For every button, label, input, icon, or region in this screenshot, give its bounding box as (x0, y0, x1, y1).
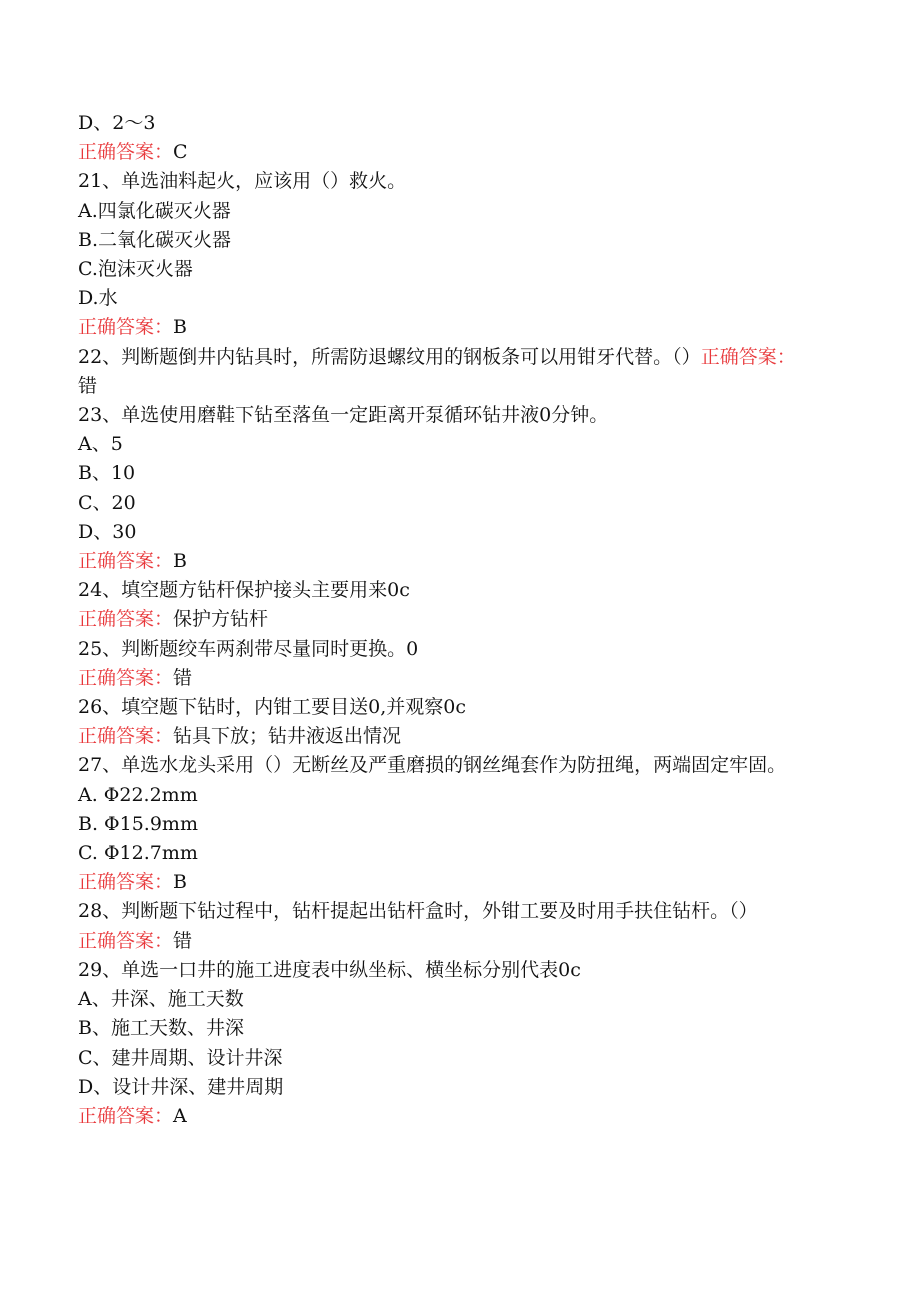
option-line: C、建井周期、设计井深 (78, 1046, 283, 1069)
answer-value: 钻具下放；钻井液返出情况 (173, 725, 402, 748)
option-line: A. Φ22.2mm (78, 783, 198, 806)
answer-line (78, 664, 818, 693)
answer-line (78, 547, 818, 576)
answer-line (78, 605, 818, 634)
answer-label: 正确答案： (78, 141, 174, 164)
answer-value: 错 (78, 374, 98, 397)
option-line: A、井深、施工天数 (78, 988, 244, 1011)
answer-label: 正确答案： (78, 929, 174, 952)
answer-label: 正 (700, 345, 720, 368)
answer-line (78, 722, 818, 751)
option-line: C、20 (78, 491, 136, 514)
answer-value: B (173, 871, 187, 894)
option-line: B、10 (78, 462, 136, 485)
answer-label: 确答案： (719, 345, 796, 368)
question-text: 22、判断题倒井内钻具时，所需防退螺纹用的钢板条可以用钳牙代替。（） (78, 345, 701, 368)
document-page (78, 109, 818, 1131)
answer-label: 正确答案： (78, 608, 174, 631)
question-27: 27、单选水龙头采用（）无断丝及严重磨损的钢丝绳套作为防扭绳，两端固定牢固。 (78, 754, 787, 777)
question-24: 24、填空题方钻杆保护接头主要用来0c (78, 579, 410, 602)
question-23: 23、单选使用磨鞋下钻至落鱼一定距离开泵循环钻井液0分钟。 (78, 404, 609, 427)
answer-value: C (173, 141, 188, 164)
question-29: 29、单选一口井的施工进度表中纵坐标、横坐标分别代表0c (78, 958, 581, 981)
answer-label: 正确答案： (78, 316, 174, 339)
answer-label: 正确答案： (78, 725, 174, 748)
answer-value: 错 (173, 929, 193, 952)
question-21: 21、单选油料起火，应该用（）救火。 (78, 170, 407, 193)
option-line: B.二氧化碳灭火器 (78, 228, 232, 251)
answer-value: B (173, 316, 187, 339)
answer-line (78, 868, 818, 897)
option-line: D.水 (78, 287, 118, 310)
answer-value: 保护方钻杆 (173, 608, 269, 631)
question-22 (78, 343, 814, 401)
answer-line (78, 1102, 818, 1131)
answer-line (78, 313, 818, 342)
option-line: A.四氯化碳灭火器 (78, 199, 231, 222)
answer-label: 正确答案： (78, 1104, 174, 1127)
answer-line (78, 927, 818, 956)
option-line: D、设计井深、建井周期 (78, 1075, 284, 1098)
question-25: 25、判断题绞车两刹带尽量同时更换。0 (78, 637, 419, 660)
answer-label: 正确答案： (78, 550, 174, 573)
option-line: B、施工天数、井深 (78, 1017, 244, 1040)
answer-label: 正确答案： (78, 871, 174, 894)
option-line: D、2～3 (78, 112, 156, 134)
answer-line (78, 138, 818, 167)
answer-value: B (173, 550, 187, 573)
option-line: C. Φ12.7mm (78, 842, 198, 865)
answer-label: 正确答案： (78, 666, 174, 689)
option-line: C.泡沫灭火器 (78, 258, 193, 281)
question-28: 28、判断题下钻过程中，钻杆提起出钻杆盒时，外钳工要及时用手扶住钻杆。（） (78, 900, 758, 923)
option-line: D、30 (78, 520, 137, 543)
option-line: B. Φ15.9mm (78, 812, 198, 835)
option-line: A、5 (78, 433, 123, 456)
answer-value: 错 (173, 666, 193, 689)
question-26: 26、填空题下钻时，内钳工要目送0,并观察0c (78, 696, 467, 719)
answer-value: A (173, 1104, 187, 1127)
